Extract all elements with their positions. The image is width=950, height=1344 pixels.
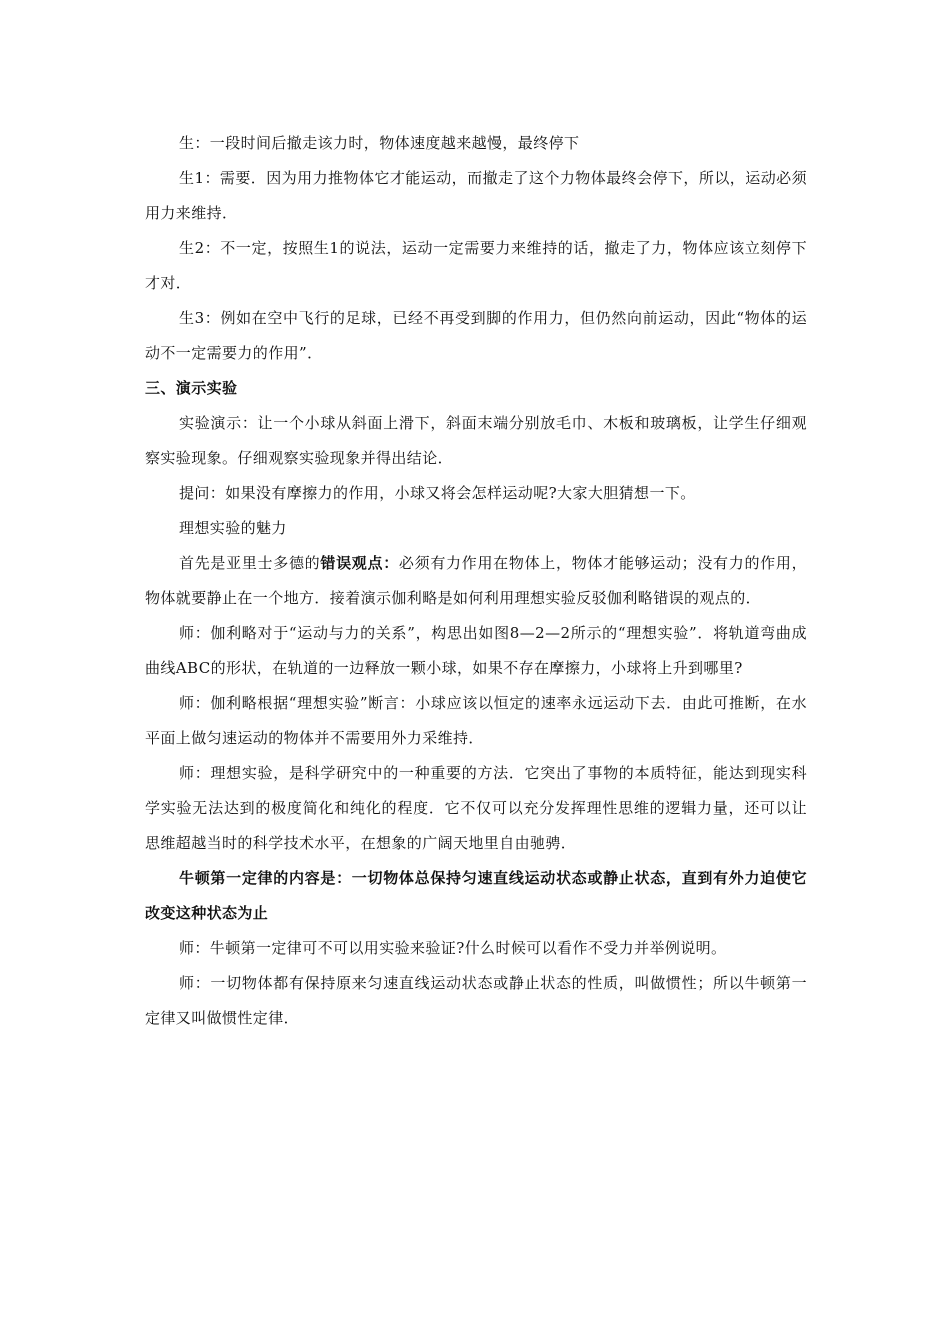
aristotle-prefix: 首先是亚里士多德的: [179, 554, 321, 572]
section-heading: 三、演示实验: [145, 379, 238, 397]
aristotle-bold-phrase: 错误观点：: [320, 554, 399, 572]
teacher-paragraph-inertia: 师：一切物体都有保持原来匀速直线运动状态或静止状态的性质，叫做惯性；所以牛顿第一定律又叫做惯性定律．: [145, 974, 807, 1027]
aristotle-rest: 必须有力作用在物体上，物体才能够运动；没有力的作用，物体就要静止在一个地方．接着演示伽利略是如何利用理想实验反驳伽利略错误的观点的．: [145, 554, 807, 607]
student-2-paragraph: 生2：不一定，按照生1的说法，运动一定需要力来维持的话，撤走了力，物体应该立刻停下才对．: [145, 239, 807, 292]
teacher-paragraph-galileo: 师：伽利略对于“运动与力的关系”，构思出如图8—2—2所示的“理想实验”．将轨道弯曲成曲线ABC的形状，在轨道的一边释放一颗小球，如果不存在摩擦力，小球将上升到哪里?: [145, 624, 807, 677]
student-answer-paragraph: 生：一段时间后撤走该力时，物体速度越来越慢，最终停下: [179, 134, 580, 152]
question-paragraph: 提问：如果没有摩擦力的作用，小球又将会怎样运动呢?大家大胆猜想一下。: [179, 484, 696, 502]
ideal-experiment-title: 理想实验的魅力: [179, 519, 287, 537]
student-3-paragraph: 生3：例如在空中飞行的足球，已经不再受到脚的作用力，但仍然向前运动，因此“物体的运动不一定需要力的作用”．: [145, 309, 807, 362]
aristotle-paragraph: [145, 546, 807, 616]
teacher-paragraph-verify: 师：牛顿第一定律可不可以用实验来验证?什么时候可以看作不受力并举例说明。: [179, 939, 727, 957]
demo-paragraph: 实验演示：让一个小球从斜面上滑下，斜面末端分别放毛巾、木板和玻璃板，让学生仔细观察实验现象。仔细观察实验现象并得出结论．: [145, 414, 807, 467]
teacher-paragraph-assertion: 师：伽利略根据“理想实验”断言：小球应该以恒定的速率永远运动下去．由此可推断，在水平面上做匀速运动的物体并不需要用外力采维持．: [145, 694, 807, 747]
student-1-paragraph: 生1：需要．因为用力推物体它才能运动，而撤走了这个力物体最终会停下，所以，运动必须用力来维持．: [145, 169, 807, 222]
teacher-paragraph-ideal: 师：理想实验，是科学研究中的一种重要的方法．它突出了事物的本质特征，能达到现实科学实验无法达到的极度简化和纯化的程度．它不仅可以充分发挥理性思维的逻辑力量，还可以让思维超越当时的科学技术水平，在想象的广阔天地里自由驰骋．: [145, 764, 807, 852]
document-body: [145, 126, 807, 1036]
newton-first-law: 牛顿第一定律的内容是：一切物体总保持匀速直线运动状态或静止状态，直到有外力迫使它改变这种状态为止: [145, 869, 807, 922]
